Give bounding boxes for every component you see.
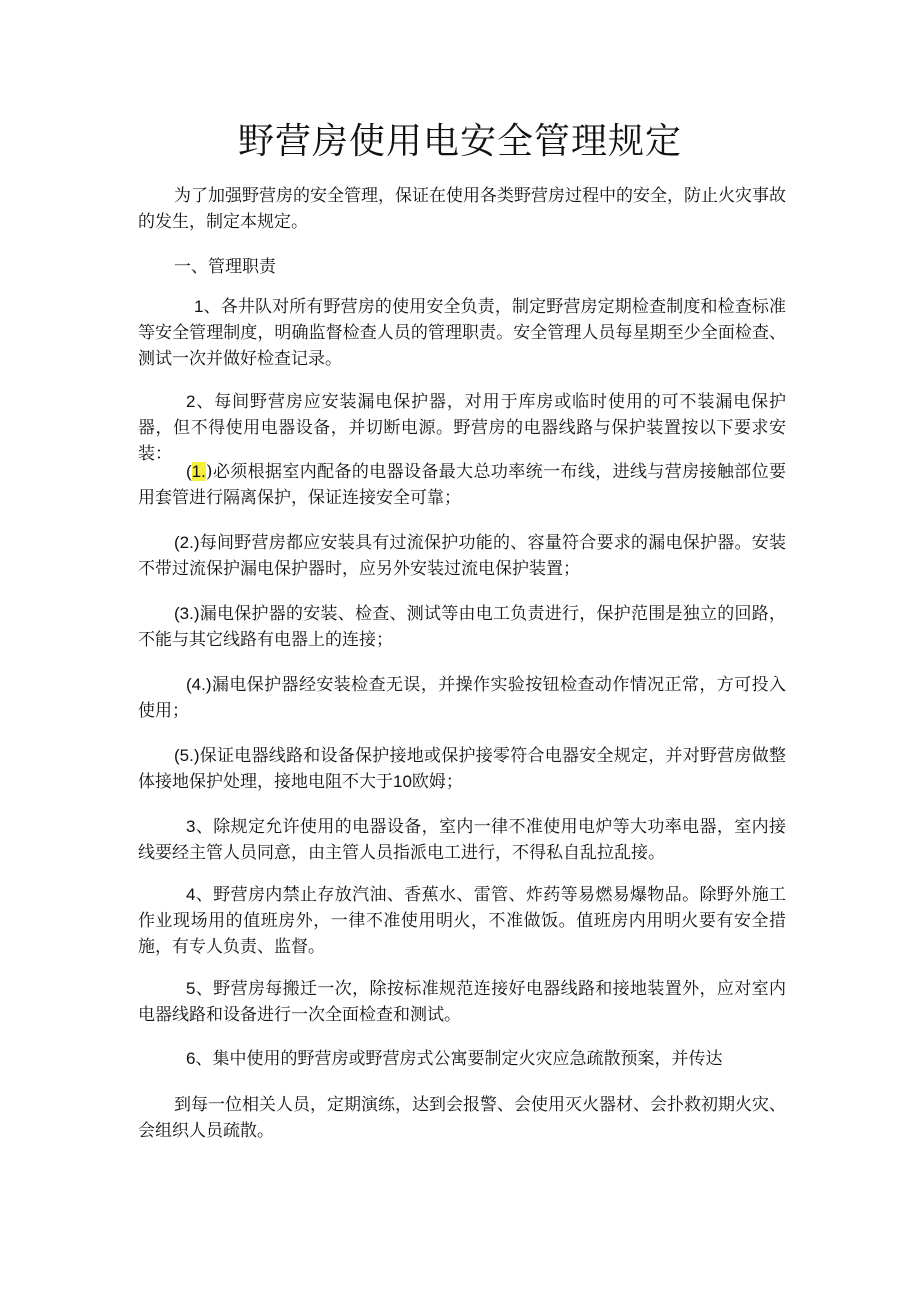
sub-2-number: (2.)	[174, 533, 200, 552]
sub-4-text: 漏电保护器经安装检查无误，并操作实验按钮检查动作情况正常，方可投入使用；	[138, 675, 786, 721]
resistance-value: 10	[393, 772, 412, 791]
sub-4-number: (4.)	[186, 675, 212, 694]
list-item-5	[138, 976, 786, 1028]
item-6-number: 6	[186, 1049, 196, 1068]
list-item-6-continuation	[138, 1092, 786, 1144]
item-2-text: 、每间野营房应安装漏电保护器，对用于库房或临时使用的可不装漏电保护器，但不得使用电器设备，并切断电源。野营房的电器线路与保护装置按以下要求安装：	[138, 392, 786, 464]
item-3-number: 3	[186, 817, 196, 836]
item-2-number: 2	[186, 392, 196, 411]
list-item-6	[138, 1046, 786, 1072]
item-5-text: 、野营房每搬迁一次，除按标准规范连接好电器线路和接地装置外，应对室内电器线路和设备进行一次全面检查和测试。	[138, 979, 786, 1025]
section-heading	[138, 254, 786, 280]
resistance-unit: 欧姆；	[411, 772, 463, 792]
sub-5-text: 保证电器线路和设备保护接地或保护接零符合电器安全规定，并对野营房做整体接地保护处理，接地电阻不大于	[138, 746, 786, 792]
item-4-number: 4	[186, 885, 196, 904]
intro-text: 为了加强野营房的安全管理，保证在使用各类野营房过程中的安全，防止火灾事故的发生，制定本规定。	[138, 186, 786, 232]
list-item-2	[138, 389, 786, 467]
sub-item-5	[138, 743, 786, 795]
document-title: 野营房使用电安全管理规定	[237, 121, 682, 162]
sub-1-open-paren: (	[186, 462, 192, 481]
highlighted-number: 1.	[191, 462, 206, 481]
sub-3-number: (3.)	[174, 604, 200, 623]
intro-paragraph	[138, 183, 786, 235]
item-5-number: 5	[186, 979, 196, 998]
sub-item-1	[138, 459, 786, 511]
list-item-3	[138, 814, 786, 866]
sub-3-text: 漏电保护器的安装、检查、测试等由电工负责进行，保护范围是独立的回路，不能与其它线路有电器上的连接；	[138, 604, 786, 650]
item-6-text: 、集中使用的野营房或野营房式公寓要制定火灾应急疏散预案，并传达	[195, 1049, 723, 1069]
item-1-number: 1	[194, 297, 204, 316]
list-item-1	[138, 294, 786, 372]
sub-item-3	[138, 601, 786, 653]
sub-2-text: 每间野营房都应安装具有过流保护功能的、容量符合要求的漏电保护器。安装不带过流保护漏电保护器时，应另外安装过流电保护装置；	[138, 533, 786, 579]
sub-5-number: (5.)	[174, 746, 200, 765]
list-item-4	[138, 882, 786, 960]
sub-item-4	[138, 672, 786, 724]
sub-item-2	[138, 530, 786, 582]
sub-1-text: )必须根据室内配备的电器设备最大总功率统一布线，进线与营房接触部位要用套管进行隔离保护，保证连接安全可靠；	[138, 462, 786, 508]
item-1-text: 、各井队对所有野营房的使用安全负责，制定野营房定期检查制度和检查标准等安全管理制度，明确监督检查人员的管理职责。安全管理人员每星期至少全面检查、测试一次并做好检查记录。	[138, 297, 786, 369]
item-4-text: 、野营房内禁止存放汽油、香蕉水、雷管、炸药等易燃易爆物品。除野外施工作业现场用的值班房外，一律不准使用明火，不准做饭。值班房内用明火要有安全措施，有专人负责、监督。	[138, 885, 786, 957]
item-3-text: 、除规定允许使用的电器设备，室内一律不准使用电炉等大功率电器，室内接线要经主管人员同意，由主管人员指派电工进行，不得私自乱拉乱接。	[138, 817, 786, 863]
item-6-continuation-text: 到每一位相关人员，定期演练，达到会报警、会使用灭火器材、会扑救初期火灾、会组织人员疏散。	[138, 1095, 786, 1141]
section-heading-text: 一、管理职责	[174, 257, 276, 277]
